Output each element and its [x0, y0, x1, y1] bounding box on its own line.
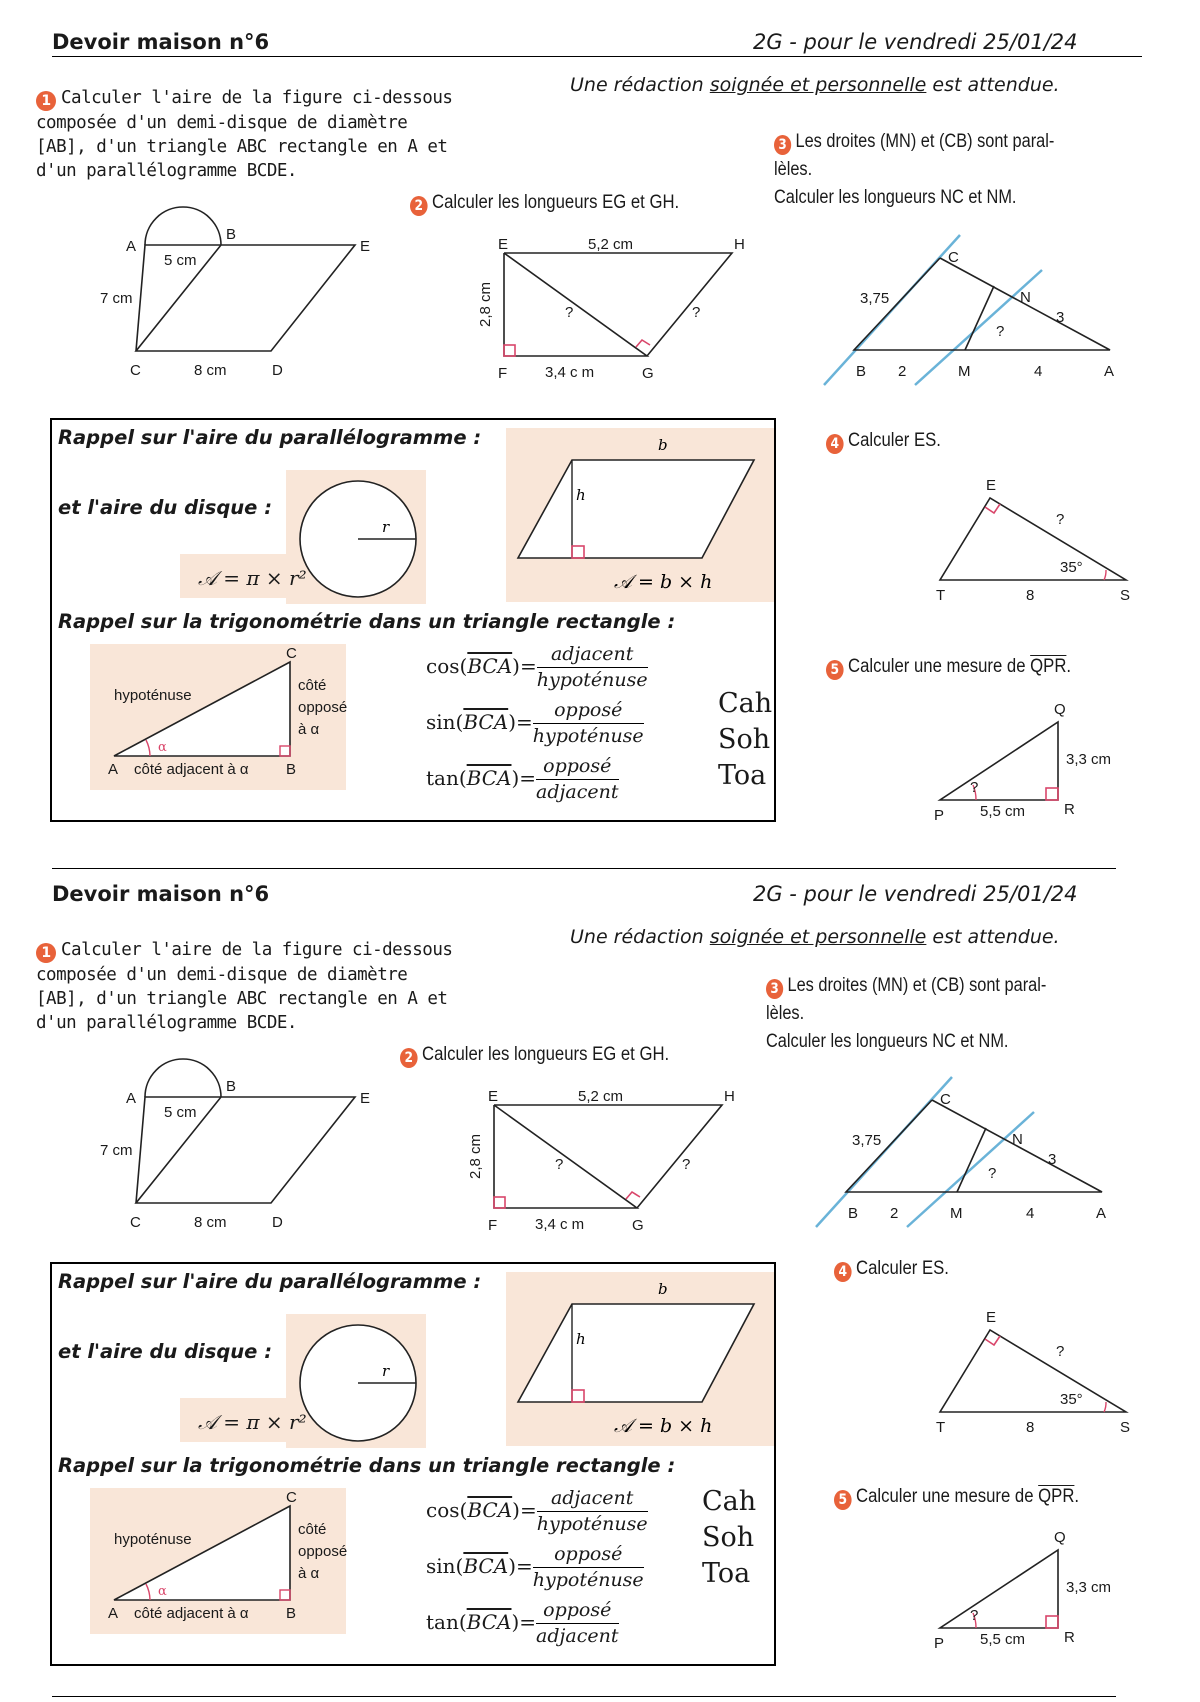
exercise-3-figure	[820, 230, 1140, 390]
exercise-1-statement: 1 Calculer l'aire de la figure ci-dessous composée d'un demi-disque de diamètre [AB], d'un triangle ABC rectangle en A et d'un parallélogramme BCDE.	[36, 940, 453, 1033]
svg-text:S: S	[1120, 1419, 1131, 1436]
svg-text:2,8 cm: 2,8 cm	[477, 281, 494, 327]
svg-text:Q: Q	[1054, 1529, 1066, 1546]
reminder-box: Rappel sur l'aire du parallélogramme : et l'aire du disque : r 𝒜 = π × r² b h 𝒜 = b × h Rappel sur la trigonométrie dans un triangle rectangle : C hypoténuse côté opposé à α α A côté adjacent à α B $\cos(\overline{BCA})=$ $\frac{\text{adjacent}}{\text{hypoténuse}}$ $\sin(\overline{BCA})=$ $\frac{\text{opposé}}{\text{hypoténuse}}$ $\tan(\overline{BCA})=$ $\frac{\text{opposé}}{\text{adjacent}}$ Cah Soh Toa	[50, 1262, 776, 1666]
svg-text:?: ?	[970, 779, 979, 796]
svg-text:3: 3	[1048, 1151, 1057, 1168]
svg-text:A: A	[126, 1090, 137, 1107]
parallelogram-figure	[506, 1272, 774, 1446]
instruction-note: Une rédaction soignée et personnelle est attendue.	[570, 74, 1060, 96]
mnemonic-soh: Soh	[718, 724, 771, 755]
svg-text:à α: à α	[298, 1565, 320, 1582]
half-disk	[145, 207, 221, 245]
svg-text:3,4 c m: 3,4 c m	[545, 364, 595, 381]
exercise-5-statement: 5 Calculer une mesure de $\overline{QPR}$.	[826, 656, 1071, 680]
exercise-2-figure	[460, 1087, 740, 1247]
svg-text:A: A	[1096, 1205, 1107, 1222]
svg-text:hypoténuse: hypoténuse	[114, 687, 192, 704]
svg-text:3,75: 3,75	[852, 1132, 882, 1149]
svg-text:?: ?	[555, 1156, 564, 1173]
bottom-cut-line	[52, 1696, 1116, 1697]
svg-text:5 cm: 5 cm	[164, 1104, 197, 1121]
mnemonic-cah: Cah	[718, 688, 773, 719]
svg-text:?: ?	[1056, 1343, 1065, 1360]
label-ab: 5 cm	[164, 252, 197, 269]
svg-text:côté: côté	[298, 1521, 327, 1538]
exercise-5-figure	[930, 700, 1150, 830]
svg-text:5,2 cm: 5,2 cm	[578, 1088, 624, 1105]
class-due-date: 2G - pour le vendredi 25/01/24	[753, 882, 1078, 906]
svg-text:2,8 cm: 2,8 cm	[467, 1133, 484, 1179]
svg-text:F: F	[498, 365, 508, 382]
svg-text:35°: 35°	[1060, 1391, 1083, 1408]
svg-text:5,5 cm: 5,5 cm	[980, 803, 1026, 820]
svg-text:T: T	[936, 587, 946, 604]
svg-text:N: N	[1012, 1131, 1023, 1148]
page-title: Devoir maison n°6	[52, 882, 270, 906]
svg-text:?: ?	[970, 1607, 979, 1624]
svg-text:8 cm: 8 cm	[194, 1214, 227, 1231]
svg-text:7 cm: 7 cm	[100, 1142, 133, 1159]
svg-text:B: B	[226, 1078, 237, 1095]
svg-text:P: P	[934, 1635, 945, 1652]
svg-text:𝒜 = b × h: 𝒜 = b × h	[614, 1415, 713, 1437]
svg-text:à α: à α	[298, 721, 320, 738]
exercise-3-statement: 3 Les droites (MN) et (CB) sont paral- lèles. Calculer les longueurs NC et NM.	[766, 975, 1047, 1052]
label-a: A	[126, 238, 137, 255]
homework-copy-2	[0, 852, 1200, 1702]
exercise-3-statement: 3 Les droites (MN) et (CB) sont paral- lèles. Calculer les longueurs NC et NM.	[774, 131, 1055, 208]
cos-formula: $\cos(\overline{BCA})=$ $\frac{\text{adjacent}}{\text{hypoténuse}}$	[426, 643, 648, 691]
mnemonic-toa: Toa	[718, 760, 767, 791]
svg-text:B: B	[856, 363, 867, 380]
label-d: D	[272, 362, 283, 379]
svg-text:r: r	[382, 518, 390, 536]
svg-text:?: ?	[565, 304, 574, 321]
svg-text:B: B	[848, 1205, 859, 1222]
svg-text:G: G	[642, 365, 654, 382]
svg-text:8: 8	[1026, 1419, 1035, 1436]
exercise-4-figure	[930, 470, 1150, 610]
svg-text:C: C	[940, 1091, 951, 1108]
svg-text:2: 2	[898, 363, 907, 380]
instruction-note: Une rédaction soignée et personnelle est attendue.	[570, 926, 1060, 948]
disk-figure	[286, 1314, 426, 1448]
exercise-2-statement: 2 Calculer les longueurs EG et GH.	[410, 192, 679, 216]
svg-text:B: B	[286, 1605, 297, 1622]
exercise-1-statement: 1 Calculer l'aire de la figure ci-dessous composée d'un demi-disque de diamètre [AB], d'un triangle ABC rectangle en A et d'un parallélogramme BCDE.	[36, 88, 453, 181]
svg-text:?: ?	[692, 304, 701, 321]
svg-text:2: 2	[890, 1205, 899, 1222]
svg-text:G: G	[632, 1217, 644, 1234]
svg-text:4: 4	[1034, 363, 1043, 380]
svg-text:C: C	[286, 645, 297, 662]
line-mn	[915, 270, 1042, 385]
class-due-date: 2G - pour le vendredi 25/01/24	[753, 30, 1078, 54]
svg-text:M: M	[958, 363, 971, 380]
svg-text:3,3 cm: 3,3 cm	[1066, 751, 1112, 768]
svg-text:F: F	[488, 1217, 498, 1234]
svg-text:α: α	[158, 740, 167, 755]
svg-text:B: B	[286, 761, 297, 778]
right-angle-f	[504, 345, 515, 356]
svg-text:𝒜 = b × h: 𝒜 = b × h	[614, 571, 713, 593]
svg-text:Q: Q	[1054, 701, 1066, 718]
svg-text:4: 4	[1026, 1205, 1035, 1222]
title-rule	[52, 56, 1142, 57]
svg-text:A: A	[108, 761, 119, 778]
homework-copy-1	[0, 0, 1200, 850]
exercise-1-figure	[90, 205, 390, 395]
svg-text:côté adjacent à α: côté adjacent à α	[134, 761, 249, 778]
sin-formula: $\sin(\overline{BCA})=$ $\frac{\text{opposé}}{\text{hypoténuse}}$	[426, 699, 644, 747]
exercise-3-figure	[812, 1072, 1132, 1232]
svg-text:opposé: opposé	[298, 1543, 348, 1560]
svg-text:5,5 cm: 5,5 cm	[980, 1631, 1026, 1648]
exercise-2-statement: 2 Calculer les longueurs EG et GH.	[400, 1044, 669, 1068]
svg-text:E: E	[488, 1088, 499, 1105]
svg-text:M: M	[950, 1205, 963, 1222]
rappel-disque: et l'aire du disque :	[58, 496, 272, 519]
svg-text:h: h	[576, 486, 586, 504]
exercise-number-badge: 1	[36, 91, 56, 111]
svg-text:b: b	[658, 1280, 668, 1298]
label-e: E	[360, 238, 371, 255]
disk-area-formula: 𝒜 = π × r²	[198, 566, 307, 590]
disk-figure	[286, 470, 426, 604]
svg-text:b: b	[658, 436, 668, 454]
svg-text:R: R	[1064, 1629, 1075, 1646]
triangle-abc	[854, 258, 1110, 350]
svg-text:D: D	[272, 1214, 283, 1231]
svg-text:3,4 c m: 3,4 c m	[535, 1216, 585, 1233]
right-triangle-figure	[90, 1488, 346, 1634]
svg-text:E: E	[986, 477, 997, 494]
exercise-1-figure	[90, 1057, 390, 1247]
svg-text:?: ?	[988, 1165, 997, 1182]
svg-text:?: ?	[1056, 511, 1065, 528]
svg-text:5,2 cm: 5,2 cm	[588, 236, 634, 253]
right-triangle-figure	[90, 644, 346, 790]
svg-text:P: P	[934, 807, 945, 824]
rappel-parallelogramme: Rappel sur l'aire du parallélogramme :	[58, 426, 482, 449]
svg-text:?: ?	[682, 1156, 691, 1173]
exercise-5-statement: 5 Calculer une mesure de $\overline{QPR}$.	[834, 1486, 1079, 1510]
svg-text:C: C	[130, 1214, 141, 1231]
svg-text:côté adjacent à α: côté adjacent à α	[134, 1605, 249, 1622]
svg-text:h: h	[576, 1330, 586, 1348]
svg-text:C: C	[948, 249, 959, 266]
svg-text:3: 3	[1056, 309, 1065, 326]
svg-text:E: E	[498, 236, 509, 253]
svg-text:A: A	[1104, 363, 1115, 380]
svg-text:T: T	[936, 1419, 946, 1436]
svg-text:opposé: opposé	[298, 699, 348, 716]
rappel-trigonometrie: Rappel sur la trigonométrie dans un triangle rectangle :	[58, 610, 676, 633]
tan-formula: $\tan(\overline{BCA})=$ $\frac{\text{opposé}}{\text{adjacent}}$	[426, 755, 619, 803]
svg-text:H: H	[724, 1088, 735, 1105]
svg-text:A: A	[108, 1605, 119, 1622]
exercise-4-statement: 4 Calculer ES.	[826, 430, 941, 454]
exercise-4-figure	[930, 1302, 1150, 1442]
svg-text:N: N	[1020, 289, 1031, 306]
svg-text:H: H	[734, 236, 745, 253]
svg-text:R: R	[1064, 801, 1075, 818]
triangle-efg	[504, 253, 647, 356]
label-ac: 7 cm	[100, 290, 133, 307]
svg-text:?: ?	[996, 323, 1005, 340]
label-cd: 8 cm	[194, 362, 227, 379]
svg-text:8: 8	[1026, 587, 1035, 604]
svg-text:3,75: 3,75	[860, 290, 890, 307]
svg-text:E: E	[360, 1090, 371, 1107]
exercise-5-figure	[930, 1528, 1150, 1658]
svg-text:E: E	[986, 1309, 997, 1326]
svg-text:3,3 cm: 3,3 cm	[1066, 1579, 1112, 1596]
exercise-2-figure	[470, 235, 750, 395]
svg-text:hypoténuse: hypoténuse	[114, 1531, 192, 1548]
svg-text:C: C	[286, 1489, 297, 1506]
reminder-box	[50, 418, 776, 822]
svg-text:r: r	[382, 1362, 390, 1380]
page-title: Devoir maison n°6	[52, 30, 270, 54]
svg-text:côté: côté	[298, 677, 327, 694]
svg-text:S: S	[1120, 587, 1131, 604]
exercise-4-statement: 4 Calculer ES.	[834, 1258, 949, 1282]
parallelogram-figure	[506, 428, 774, 602]
svg-text:35°: 35°	[1060, 559, 1083, 576]
right-angle-g	[636, 340, 650, 347]
label-c: C	[130, 362, 141, 379]
svg-text:α: α	[158, 1584, 167, 1599]
label-b: B	[226, 226, 237, 243]
